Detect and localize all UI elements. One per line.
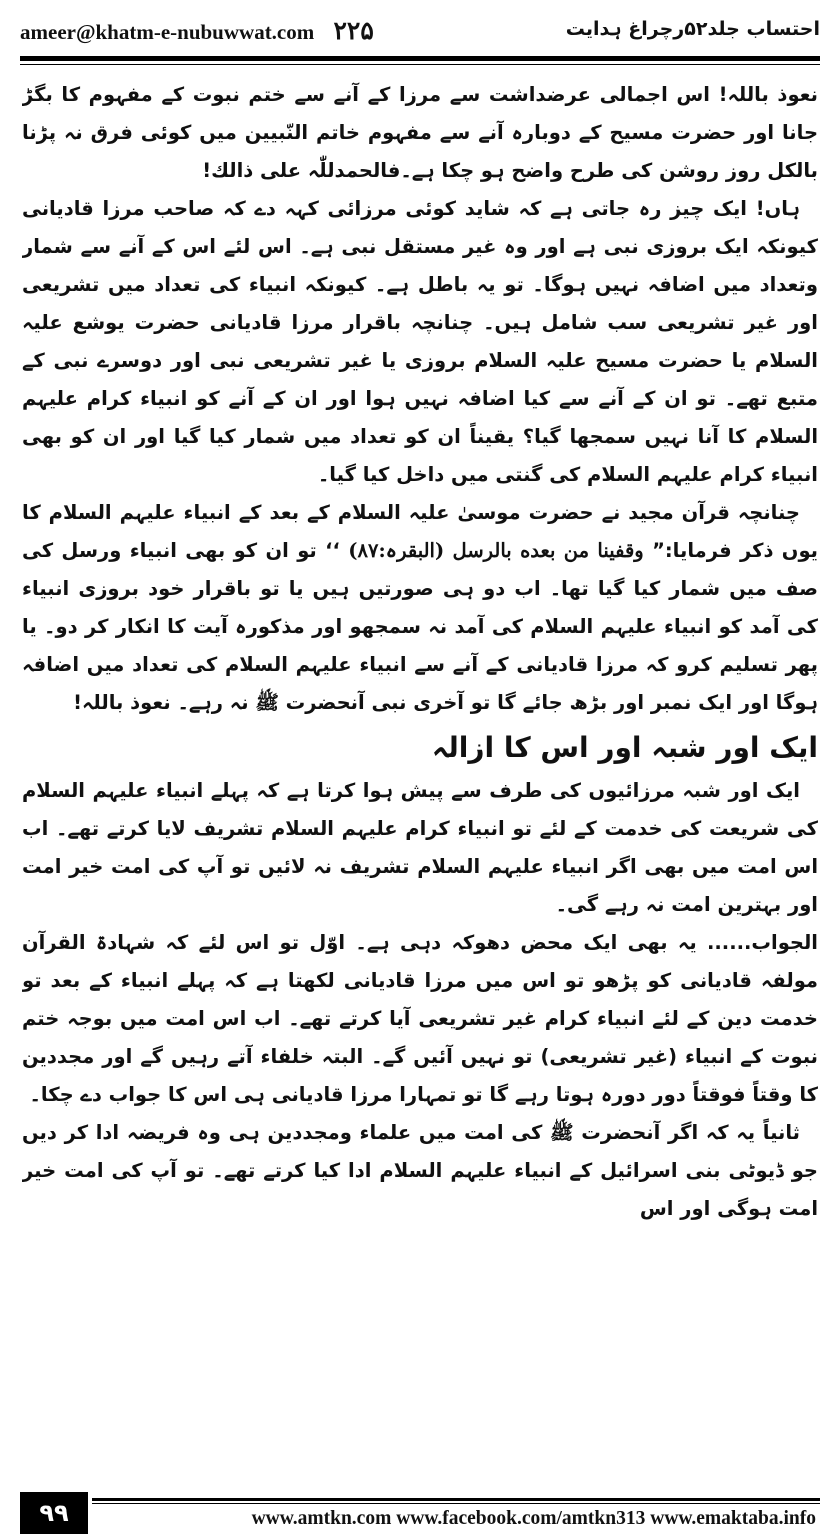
footer-rule-thick	[92, 1498, 820, 1501]
header-email: ameer@khatm-e-nubuwwat.com	[20, 20, 315, 44]
paragraph-5: الجواب...... یہ بھی ایک محض دھوکہ دہی ہے۔ اوّل تو اس لئے کہ شہادۃ القرآن مولفہ قادیانی کو پڑھو تو اس میں مرزا قادیانی لکھتا ہے کہ پہلے انبیاء کے بعد تو خدمت دین کے لئے انبیاء کرام غیر تشریعی آیا کرتے تھے۔ اب اس امت میں بوجہ ختم نبوت کے انبیاء (غیر تشریعی) تو نہیں آئیں گے۔ البتہ خلفاء آتے رہیں گے اور مجددین کا وقتاً فوقتاً دور دورہ ہوتا رہے گا تو تمہارا مرزا قادیانی ہی اس کا جواب دے چکا۔	[22, 931, 818, 1106]
paragraph-1: نعوذ باللہ! اس اجمالی عرضداشت سے مرزا کے آنے سے ختم نبوت کے مفہوم کا بگڑ جانا اور حضرت مسیح کے دوبارہ آنے سے مفہوم خاتم النّبیین میں کوئی فرق نہ پڑنا بالکل روز روشن کی طرح واضح ہو چکا ہے۔فالحمدللّٰہ علی ذالك!	[22, 83, 818, 182]
page-header	[0, 0, 840, 62]
paragraph-3-part-a: چنانچہ قرآن مجید نے حضرت موسیٰ علیہ السلام کے بعد کے انبیاء علیہم السلام کا یوں ذکر فرمایا:”	[22, 501, 818, 562]
paragraph-4: ایک اور شبہ مرزائیوں کی طرف سے پیش ہوا کرتا ہے کہ پہلے انبیاء علیہم السلام کی شریعت کی خدمت کے لئے تو انبیاء کرام علیہم السلام تشریف لایا کرتے تھے۔ اب اس امت میں بھی اگر انبیاء علیہم السلام تشریف نہ لائیں تو آپ کی امت خیر امت اور بہترین امت نہ رہے گی۔	[22, 779, 818, 916]
paragraph-3-part-b: ‘‘ تو ان کو بھی انبیاء ورسل کی صف میں شمار کیا گیا تھا۔ اب دو ہی صورتیں ہیں یا تو باقرار خود بروزی انبیاء کی آمد کو انبیاء علیہم السلام کی آمد نہ سمجھو اور مذکورہ آیت کا انکار کر دو۔ یا پھر تسلیم کرو کہ مرزا قادیانی کے آنے سے انبیاء علیہم السلام کی تعداد میں اضافہ ہوگا اور ایک نمبر اور بڑھ جائے گا تو آخری نبی آنحضرت ﷺ نہ رہے۔ نعوذ باللہ!	[22, 539, 818, 714]
paragraph-2: ہاں! ایک چیز رہ جاتی ہے کہ شاید کوئی مرزائی کہہ دے کہ صاحب مرزا قادیانی کیونکہ ایک بروزی نبی ہے اور وہ غیر مستقل نبی ہے۔ اس لئے اس کے آنے سے شمار وتعداد میں اضافہ نہیں ہوگا۔ تو یہ باطل ہے۔ کیونکہ انبیاء کی تعداد میں تشریعی اور غیر تشریعی سب شامل ہیں۔ چنانچہ باقرار مرزا قادیانی حضرت یوشع علیہ السلام یا حضرت مسیح علیہ السلام بروزی یا غیر تشریعی نبی اور دوسرے نبی کے متبع تھے۔ تو ان کے آنے سے کیا اضافہ نہیں ہوا اور ان کے آنے کو انبیاء کرام علیہم السلام کا آنا نہیں سمجھا گیا؟ یقیناً ان کو تعداد میں شمار کیا گیا اور ان کو بھی انبیاء کرام علیہم السلام کی گنتی میں داخل کیا گیا۔	[22, 197, 818, 486]
section-heading: ایک اور شبہ اور اس کا ازالہ	[431, 731, 818, 764]
footer-page-number: ۹۹	[20, 1492, 88, 1534]
footer-rule-thin	[92, 1503, 820, 1504]
quran-quote: وقفینا من بعده بالرسل (البقرہ:۸۷)	[348, 539, 644, 562]
page-footer	[0, 1480, 840, 1540]
header-left	[20, 16, 374, 46]
paragraph-6: ثانیاً یہ کہ اگر آنحضرت ﷺ کی امت میں علماء ومجددین ہی وہ فریضہ ادا کر دیں جو ڈیوٹی بنی اسرائیل کے انبیاء علیہم السلام ادا کیا کرتے تھے۔ تو آپ کی امت خیر امت ہوگی اور اس	[22, 1121, 818, 1220]
paragraph-3	[22, 494, 818, 722]
header-book-title: احتساب جلد۵۲رچراغ ہدایت	[565, 18, 820, 40]
page-body	[22, 76, 818, 1468]
header-rule-thick	[20, 56, 820, 61]
header-page-number: ۲۲۵	[333, 18, 374, 45]
footer-urls: www.amtkn.com www.facebook.com/amtkn313 www.emaktaba.info	[251, 1508, 816, 1529]
header-rule-thin	[20, 64, 820, 65]
